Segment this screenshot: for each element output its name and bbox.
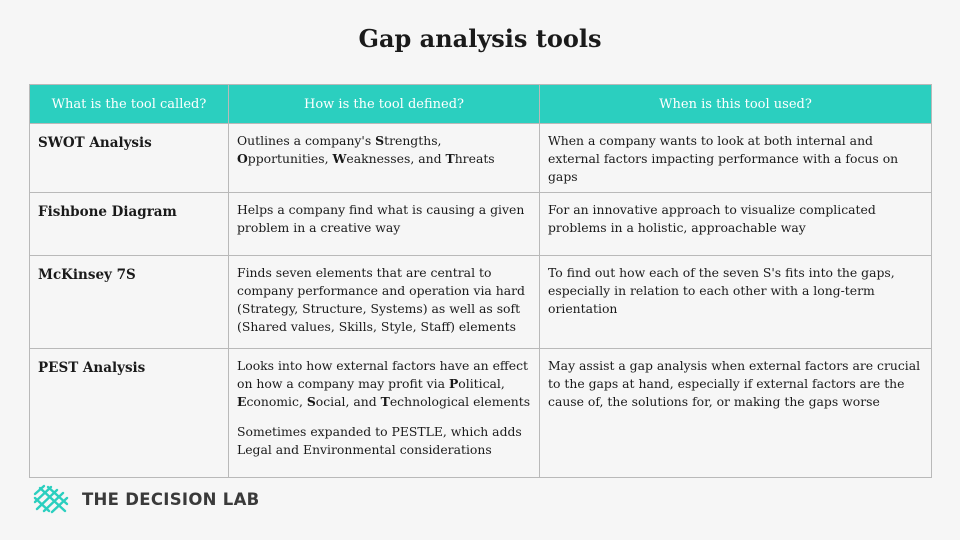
tool-definition-cell (229, 193, 540, 256)
tool-usage-cell: When a company wants to look at both internal and external factors impacting performance with a focus on gaps (540, 124, 932, 193)
column-header-definition: How is the tool defined? (229, 85, 540, 124)
tool-usage-cell: For an innovative approach to visualize complicated problems in a holistic, approachable way (540, 193, 932, 256)
tool-definition-cell (229, 124, 540, 193)
tool-name-cell: McKinsey 7S (30, 256, 229, 349)
tool-name-cell: SWOT Analysis (30, 124, 229, 193)
tool-usage-cell: May assist a gap analysis when external factors are crucial to the gaps at hand, especially if external factors are the cause of, the solutions for, or making the gaps worse (540, 349, 932, 478)
gap-analysis-table (29, 84, 932, 478)
table-header-row (30, 85, 932, 124)
tool-name-cell: PEST Analysis (30, 349, 229, 478)
definition-text: Finds seven elements that are central to company performance and operation via hard (Strategy, Structure, Systems) as well as soft (Shared values, Skills, Style, Staff) elements (237, 265, 525, 334)
page-title: Gap analysis tools (358, 24, 602, 53)
footer-logo (32, 484, 260, 514)
table-row (30, 193, 932, 256)
definition-text: Helps a company find what is causing a given problem in a creative way (237, 202, 525, 235)
decision-lab-logo-icon (32, 484, 70, 514)
column-header-usage: When is this tool used? (540, 85, 932, 124)
tool-name-cell: Fishbone Diagram (30, 193, 229, 256)
definition-note-text: Sometimes expanded to PESTLE, which adds Legal and Environmental considerations (237, 424, 522, 457)
table-row (30, 124, 932, 193)
table-row (30, 256, 932, 349)
logo-text: THE DECISION LAB (82, 489, 260, 509)
definition-text: Outlines a company's Strengths, Opportunities, Weaknesses, and Threats (237, 133, 495, 166)
tool-definition-cell (229, 256, 540, 349)
tool-definition-cell (229, 349, 540, 478)
table-row (30, 349, 932, 478)
definition-text: Looks into how external factors have an effect on how a company may profit via Political, Economic, Social, and Technological elements (237, 358, 531, 409)
column-header-tool-name: What is the tool called? (30, 85, 229, 124)
tool-usage-cell: To find out how each of the seven S's fits into the gaps, especially in relation to each other with a long-term orientation (540, 256, 932, 349)
